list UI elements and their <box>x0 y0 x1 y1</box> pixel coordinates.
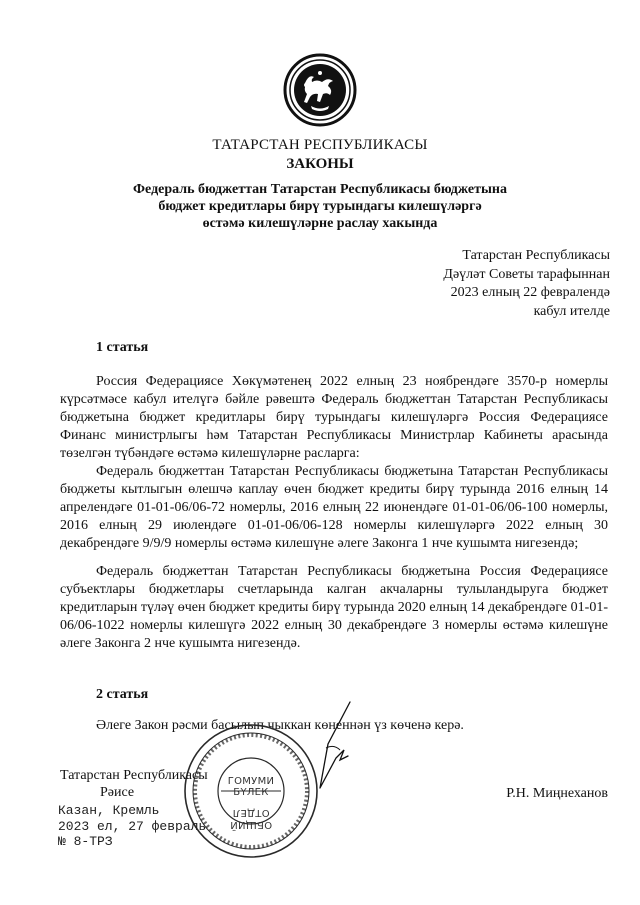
signatory-role: Рәисе <box>100 785 135 800</box>
stamp-text: ОБЩИЙ <box>229 819 273 830</box>
place-date-number <box>58 803 206 850</box>
adoption-line: Дәүләт Советы тарафыннан <box>443 266 610 282</box>
law-title-line: өстәмә килешүләрне раслау хакында <box>202 216 438 231</box>
article-1-paragraph: Россия Федерациясе Хөкүмәтенең 2022 елның 23 ноябрендәге 3570-р номерлы күрсәтмәсе кабул ителүгә бәйле рәвештә Федераль бюджеттан Татарстан Республикасы бюджетына бюджет кредитлары бирү турындагы килешүләргә Россия Федерациясе Финанс министрлыгы һәм Татарстан Республикасы Министрлар Кабинеты арасында төзелгән түбәндәге өстәмә килешүләрне расларга: <box>60 374 608 461</box>
adoption-line: кабул ителде <box>533 303 610 319</box>
adoption-line: Татарстан Республикасы <box>462 248 610 263</box>
article-1-heading: 1 статья <box>96 340 149 355</box>
article-1-paragraph: Федераль бюджеттан Татарстан Республикасы бюджетына Россия Федерациясе субъектлары бюджетлары счетларында калган акчаларны тулыландыруга бюджет кредитларын түләү өчен бюджет кредиты бирү турында 2020 елның 14 декабрендәге 01-01-06/06-1022 номерлы килешүгә 2022 елның 30 декабрендәге 3 номерлы өстәмә килешүне әлеге Законга 2 нче кушымта нигезендә. <box>60 564 608 651</box>
article-2-heading: 2 статья <box>96 687 149 702</box>
stamp-text: БҮЛЕК <box>233 787 269 798</box>
law-title-line: бюджет кредитлары бирү турындагы килешүләргә <box>158 199 482 214</box>
signing-place: Казан, Кремль <box>58 803 160 818</box>
stamp-text: ГОМУМИ <box>227 776 275 787</box>
law-number: № 8-ТРЗ <box>58 834 113 849</box>
tatarstan-emblem-icon <box>283 53 357 127</box>
signing-date: 2023 ел, 27 февраль <box>58 818 207 834</box>
adoption-note <box>443 247 610 321</box>
republic-heading: ТАТАРСТАН РЕСПУБЛИКАСЫ <box>212 137 428 153</box>
adoption-line: 2023 елның 22 февралендә <box>450 285 610 300</box>
article-2-paragraph: Әлеге Закон рәсми басылып чыккан көненнән үз көченә керә. <box>96 718 464 733</box>
handwritten-signature <box>290 700 385 790</box>
law-title <box>0 181 640 232</box>
stamp-text: ОТДЕЛ <box>232 807 270 818</box>
signatory-title-line: Татарстан Республикасы <box>60 768 208 783</box>
article-1-paragraph: Федераль бюджеттан Татарстан Республикасы бюджетына Татарстан Республикасы бюджеты кытлыгын өлешчә каплау өчен бюджет кредиты бирү турында 2016 елның 14 апрелендәге 01-01-06/06-72 номерлы, 2016 елның 22 июнендәге 01-01-06/06-100 номерлы, 2016 елның 29 июлендәге 01-01-06/06-128 номерлы килешүләргә 2022 елның 30 декабрендәге 9/9/9 номерлы өстәмә килешүне әлеге Законга 1 нче кушымта нигезендә; <box>60 464 608 551</box>
law-title-line: Федераль бюджеттан Татарстан Республикасы бюджетына <box>133 182 507 197</box>
signatory-name: Р.Н. Миңнеханов <box>506 786 608 801</box>
document-type-heading: ЗАКОНЫ <box>286 156 354 172</box>
signatory-title <box>60 767 208 801</box>
